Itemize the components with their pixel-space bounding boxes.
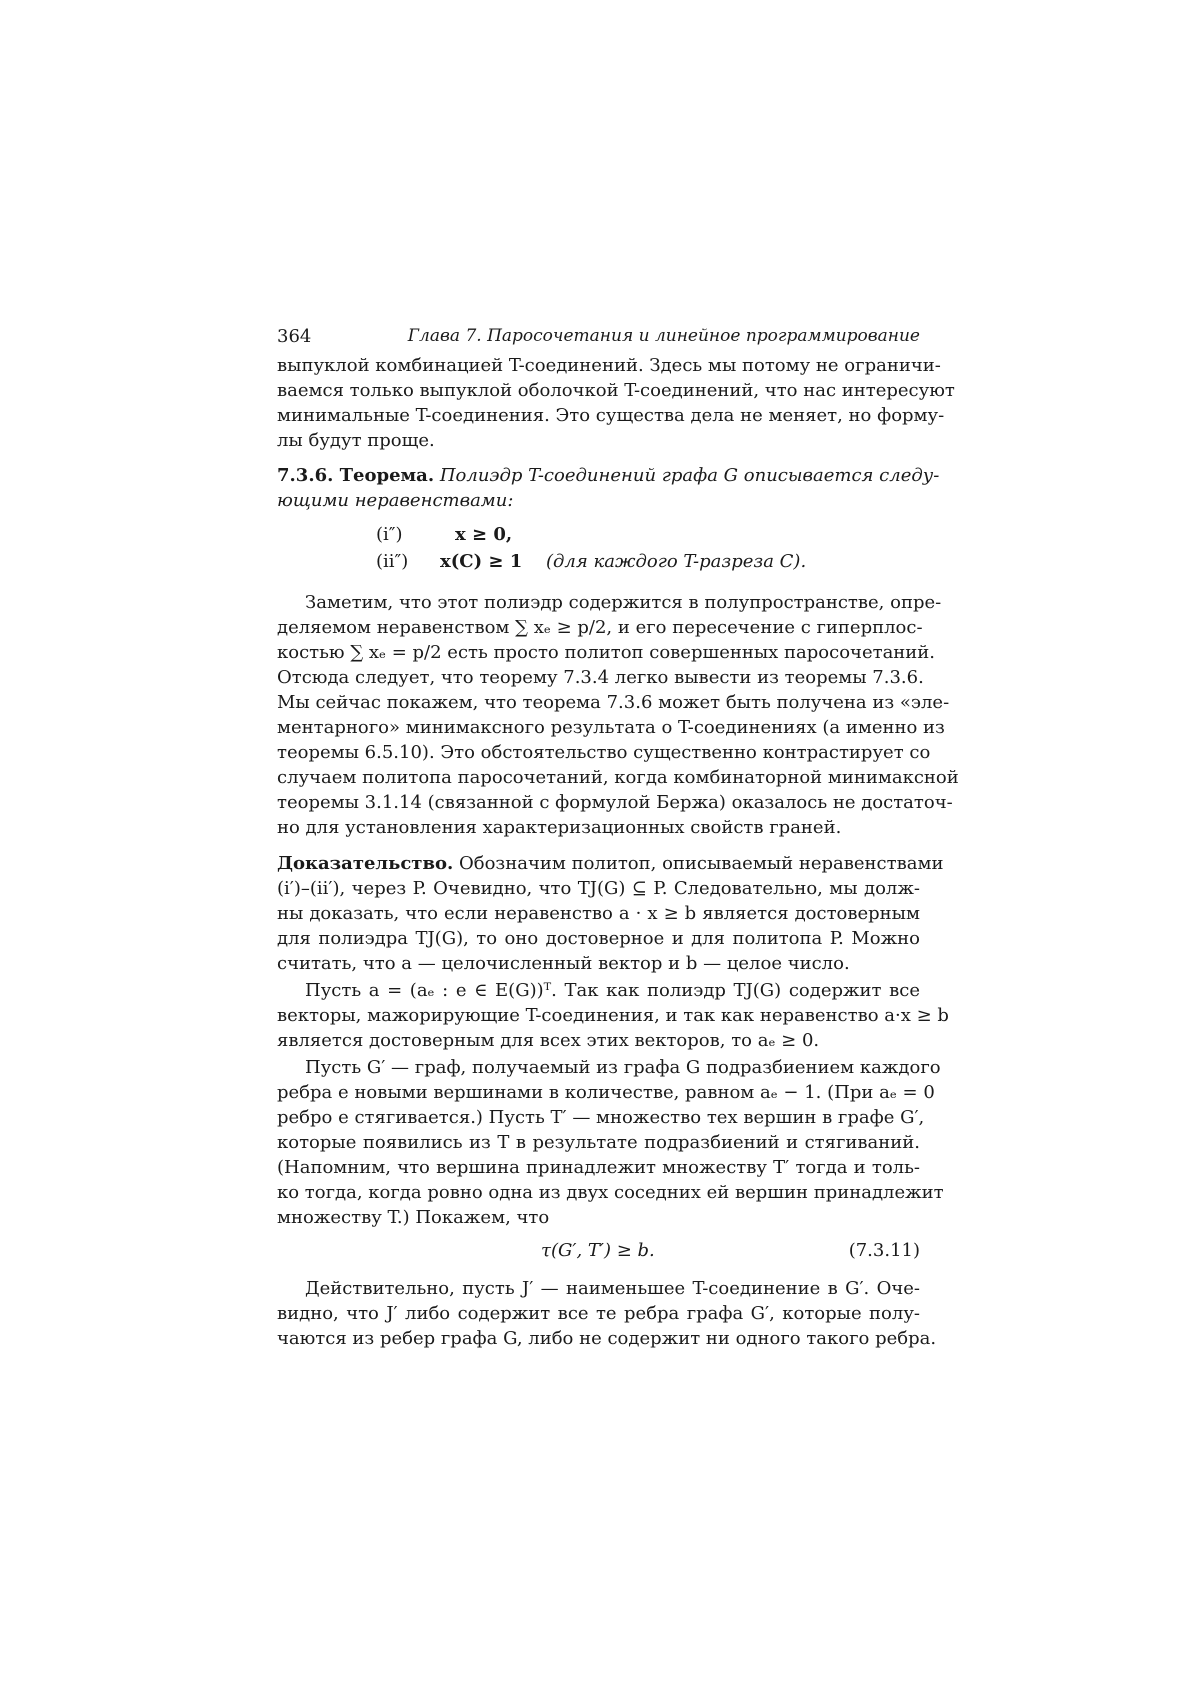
theorem-text: ющими неравенствами: (277, 490, 514, 511)
text-line: является достоверным для всех этих векторов, то aₑ ≥ 0. (277, 1030, 820, 1051)
text-line: костью ∑ xₑ = p/2 есть просто политоп совершенных паросочетаний. (277, 642, 936, 663)
text-line: видно, что J′ либо содержит все те ребра графа G′, которые полу- (277, 1303, 920, 1324)
text-line: (Напомним, что вершина принадлежит множеству T′ тогда и толь- (277, 1157, 920, 1178)
proof-label: Доказательство. (277, 853, 454, 874)
text-line: Мы сейчас покажем, что теорема 7.3.6 может быть получена из «эле- (277, 692, 950, 713)
text-line: лы будут проще. (277, 430, 435, 451)
theorem-statement (277, 463, 940, 488)
text-line: ко тогда, когда ровно одна из двух соседних ей вершин принадлежит (277, 1182, 944, 1203)
text-line: которые появились из T в результате подразбиений и стягиваний. (277, 1132, 920, 1153)
text-line: (i′)–(ii′), через P. Очевидно, что TJ(G) ⊆ P. Следовательно, мы долж- (277, 878, 920, 899)
text-line: чаются из ребер графа G, либо не содержит ни одного такого ребра. (277, 1328, 937, 1349)
text-line: ребра e новыми вершинами в количестве, равном aₑ − 1. (При aₑ = 0 (277, 1082, 935, 1103)
condition-formula: x ≥ 0, (455, 524, 513, 545)
text-line: выпуклой комбинацией T-соединений. Здесь мы потому не ограничи- (277, 355, 941, 376)
theorem-text: Полиэдр T-соединений графа G описывается следу- (439, 465, 940, 486)
text-line: Пусть G′ — граф, получаемый из графа G подразбиением каждого (305, 1057, 941, 1078)
text-line: множеству T.) Покажем, что (277, 1207, 550, 1228)
proof-start (277, 851, 944, 876)
text-line: ны доказать, что если неравенство a · x ≥ b является достоверным (277, 903, 920, 924)
text-line: ваемся только выпуклой оболочкой T-соединений, что нас интересуют (277, 380, 955, 401)
text-line: векторы, мажорирующие T-соединения, и так как неравенство a·x ≥ b (277, 1005, 949, 1026)
condition-tag: (i″) (376, 524, 403, 545)
page-header (277, 326, 920, 350)
display-equation: τ(G′, T′) ≥ b. (541, 1240, 655, 1261)
text-line: Действительно, пусть J′ — наименьшее T-соединение в G′. Оче- (305, 1278, 920, 1299)
running-title: Глава 7. Паросочетания и линейное программирование (407, 326, 920, 346)
text-line: но для установления характеризационных свойств граней. (277, 817, 842, 838)
condition-note: (для каждого T-разреза C). (546, 551, 807, 572)
text-line: считать, что a — целочисленный вектор и b — целое число. (277, 953, 850, 974)
text-line: Отсюда следует, что теорему 7.3.4 легко вывести из теоремы 7.3.6. (277, 667, 924, 688)
text-line: теоремы 6.5.10). Это обстоятельство существенно контрастирует со (277, 742, 931, 763)
equation-number: (7.3.11) (848, 1240, 920, 1261)
condition-tag: (ii″) (376, 551, 409, 572)
condition-formula: x(C) ≥ 1 (440, 551, 523, 572)
theorem-label: 7.3.6. Теорема. (277, 465, 435, 486)
text-line: случаем политопа паросочетаний, когда комбинаторной минимаксной (277, 767, 959, 788)
text-line: ментарного» минимаксного результата о T-соединениях (а именно из (277, 717, 945, 738)
text-line: деляемом неравенством ∑ xₑ ≥ p/2, и его пересечение с гиперплос- (277, 617, 923, 638)
text-line: Заметим, что этот полиэдр содержится в полупространстве, опре- (305, 592, 942, 613)
text-line: минимальные T-соединения. Это существа дела не меняет, но форму- (277, 405, 945, 426)
text-line: ребро e стягивается.) Пусть T′ — множество тех вершин в графе G′, (277, 1107, 925, 1128)
text-line: теоремы 3.1.14 (связанной с формулой Бержа) оказалось не достаточ- (277, 792, 953, 813)
text-line: для полиэдра TJ(G), то оно достоверное и для политопа P. Можно (277, 928, 920, 949)
text-line: Пусть a = (aₑ : e ∈ E(G))ᵀ. Так как полиэдр TJ(G) содержит все (305, 980, 920, 1001)
page-number: 364 (277, 326, 312, 347)
proof-text: Обозначим политоп, описываемый неравенствами (458, 853, 944, 874)
